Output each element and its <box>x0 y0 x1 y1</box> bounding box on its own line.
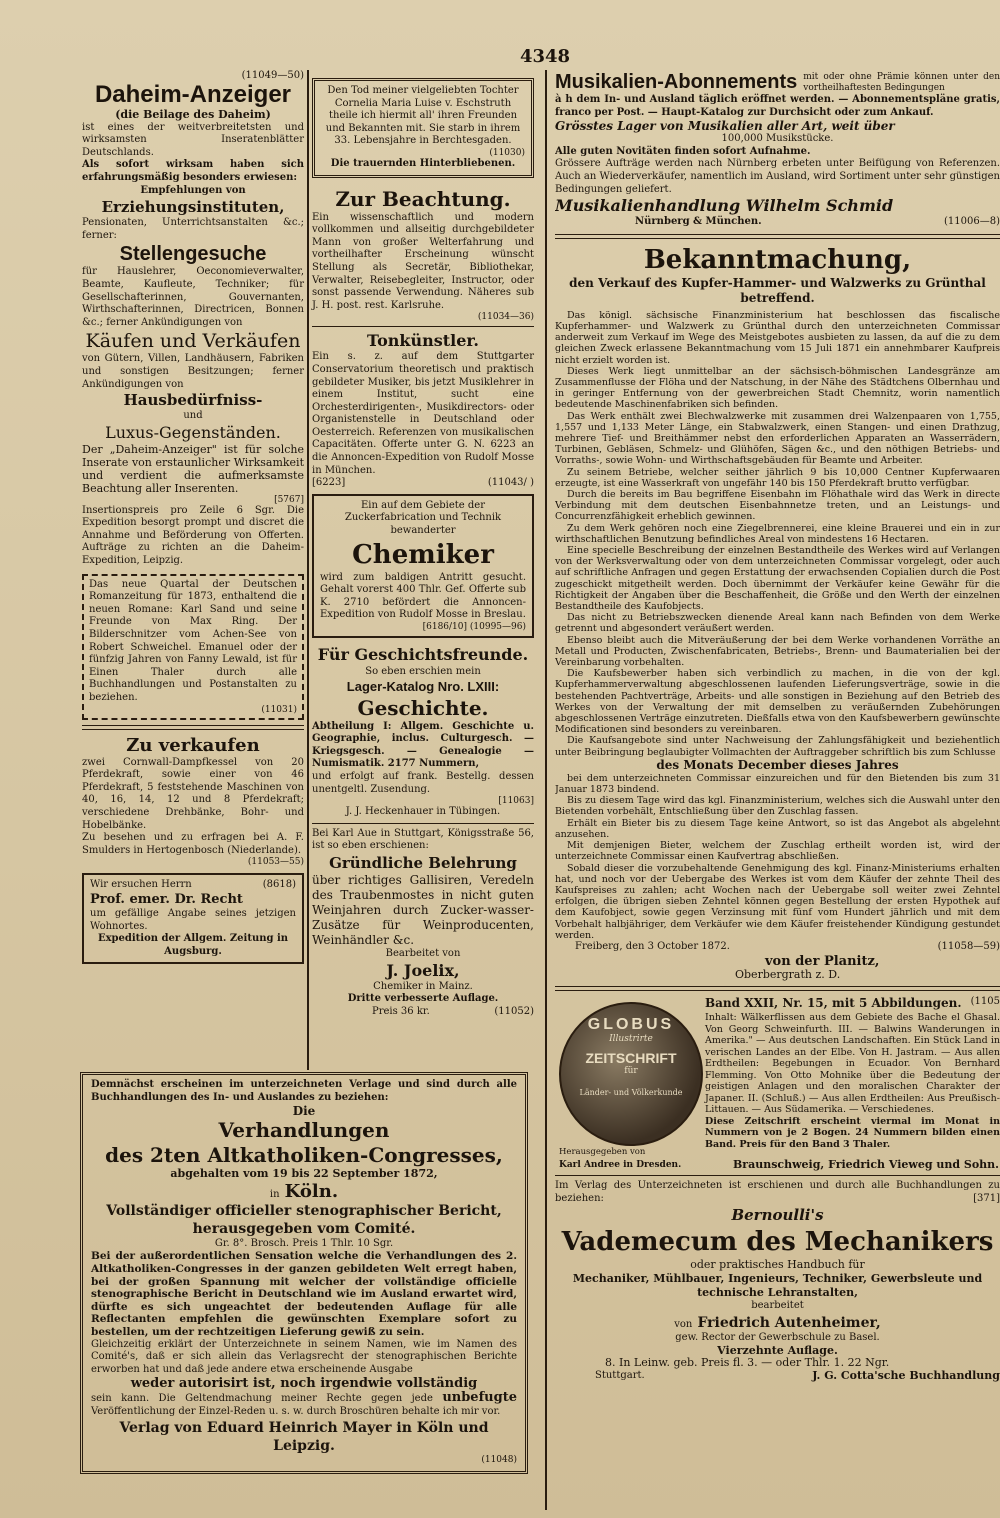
daheim-h4: Hausbedürfniss- <box>123 391 263 410</box>
daheim-wirksam: Als sofort wirksam haben sich erfahrungsmäßig besonders erwiesen: <box>82 159 304 183</box>
musik-title: Musikalien-Abonnements <box>555 71 798 93</box>
daheim-h1: Erziehungsinstituten, <box>101 198 285 217</box>
bekannt-paragraph: Die Kaufsangebote sind unter Nachweisung der Zahlungsfähigkeit und beziehentlich unter Beibringung beglaubigter Vollmachten der Auftraggeber schriftlich bis zum Schlusse <box>555 735 1000 758</box>
bekannt-paragraph: Das königl. sächsische Finanzministerium hat beschlossen das fiscalische Kupferhammer- und Walzwerk zu Grünthal durch den unterzeichneten Commissar anderweit zum Verkauf im Wege des Meistgebotes ausbieten zu lassen, da auf die zu dem gleichen Zweck erlassene Bekanntmachung vom 15 Juli 1871 ein annehmbarer Kaufpreis nicht erzielt worden ist. <box>555 309 1000 366</box>
roman-ad <box>82 574 304 720</box>
bekannt-paragraph: Dieses Werk liegt unmittelbar an der sächsisch-böhmischen Landesgränze am Zusammenflusse der Flöha und der Natschung, in der Nähe des Städtchens Olbernhau und in geringer Entfernung von der gewerbreichen Stadt Chemnitz, worin namentlich bedeutende Maschinenfabriken sich befinden. <box>555 365 1000 411</box>
globus-text: Inhalt: Wälkerflissen aus dem Gebiete des Bache el Ghasal. Von Georg Schweinfurth. III. — Balwins Wanderungen in Amerika." — Aus deutschen Landschaften. Ein Stück Land in verischen Landes an der Elbe. Von H. Jastram. — Aus allen Erdtheilen: Begebungen in Ecuador. Von Bernhard Flemming. Von Otto Mohnike über die Bedeutung der geistigen Anlagen und den moralischen Charakter der Japaner. II. (Schluß.) — Aus allen Erdtheilen: Aus Preußisch-Littauen. — Aus Südamerika. — Verschiedenes. <box>705 1012 1000 1116</box>
verkaufen-text: zwei Cornwall-Dampfkessel von 20 Pferdekraft, sowie einer von 46 Pferdekraft, 5 feststehende Maschinen von 40, 16, 14, 12 und 8 Pferdekraft; verschiedene Drehbänke, Bohr- und Hobelbänke. <box>82 756 304 831</box>
recht-text: um gefällige Angabe seines jetzigen Wohnortes. <box>90 907 296 932</box>
globus-logo <box>559 1002 703 1146</box>
most-title: Gründliche Belehrung <box>329 853 517 872</box>
daheim-ref2: [5767] <box>274 494 304 505</box>
bekannt-ref: (11058—59) <box>937 940 1000 952</box>
most-ad <box>312 828 534 1019</box>
bekannt-paragraph: Eine specielle Beschreibung der einzelnen Bestandtheile des Werkes wird auf Verlangen von der Werksverwaltung oder von dem unterzeichneten Commissar vorgelegt, oder auch auf schriftliche Anfragen und gegen Erstattung der erwachsenden Copialien durch die Post zugeschickt mitgetheilt werden. Doch übernimmt der Verkäufer keine Gewähr für die Richtigkeit der Angaben über die Beschaffenheit, die Größe und den Werth der einzelnen Bestandtheile des Kaufobjects. <box>555 545 1000 613</box>
recht-foot: Expedition der Allgem. Zeitung in Augsburg. <box>97 933 289 957</box>
gesch-text: Abtheilung I: Allgem. Geschichte u. Geographie, inclus. Culturgesch. — Kriegsgesch. — Genealogie — Numismatik. 2177 Nummern, <box>312 720 534 770</box>
bekannt-sub: den Verkauf des Kupfer-Hammer- und Walzwerks zu Grünthal betreffend. <box>569 275 986 305</box>
tonk-ad <box>312 331 534 490</box>
musik-ref: (11006—8) <box>944 216 1000 228</box>
globus-logo2: Illustrirte <box>609 1034 653 1045</box>
bern-ref: [371] <box>973 1192 1000 1204</box>
most-bearb: Bearbeitet von <box>385 947 461 959</box>
tonk-title: Tonkünstler. <box>367 331 479 351</box>
tonk-refs <box>312 477 534 490</box>
most-preis: Preis 36 kr. <box>372 1005 430 1017</box>
daheim-title: Daheim-Anzeiger <box>94 81 292 108</box>
divider <box>312 823 534 824</box>
bern-name: Bernoulli's <box>731 1206 824 1225</box>
bekannt-paragraph: Erhält ein Bieter bis zu diesem Tage keine Antwort, so ist das Angebot als abgelehnt anzusehen. <box>555 817 1000 840</box>
tonk-text: Ein s. z. auf dem Stuttgarter Conservatorium theoretisch und praktisch gebildeter Musiker, bis jetzt Musiklehrer in einem Institut, sucht eine Orchesterdirigenten-, Musikdirectors- oder Organistenstelle in Deutschland oder Oesterreich. Referenzen von musikalischen Capacitäten. Offerte unter G. N. 6223 an die Annoncen-Expedition von Rudolf Mosse in München. <box>312 351 534 476</box>
bekannt-ad <box>555 244 1000 981</box>
musik-l5: Alle guten Novitäten finden sofort Aufnahme. <box>555 145 811 157</box>
tod-text: Den Tod meiner vielgeliebten Tochter Cornelia Maria Luise v. Eschstruth theile ich hiermit all' ihren Freunden und Bekannten mit. Sie starb in ihrem 33. Lebensjahre in Berchtesgaden. <box>325 85 521 147</box>
column-1 <box>82 70 304 968</box>
bekannt-title: Bekanntmachung, <box>643 244 912 275</box>
bern-intro-row <box>555 1180 1000 1205</box>
verkaufen-ad <box>82 735 304 868</box>
globus-ref: (1105 <box>970 996 1000 1008</box>
beachtung-ref: (11034—36) <box>477 312 534 323</box>
recht-line1-row <box>90 879 296 892</box>
bern-aufl: Vierzehnte Auflage. <box>717 1343 838 1357</box>
divider <box>555 1175 1000 1176</box>
daheim-h3: Käufen und Verkäufen <box>85 330 301 353</box>
globus-heading: Band XXII, Nr. 15, mit 5 Abbildungen. <box>705 996 962 1011</box>
recht-line1: Wir ersuchen Herrn <box>90 879 192 891</box>
globus-foot <box>559 1146 999 1171</box>
alt-preis: Gr. 8°. Brosch. Preis 1 Thlr. 10 Sgr. <box>214 1237 394 1249</box>
most-aufl: Dritte verbesserte Auflage. <box>347 993 499 1005</box>
globus-hg: Herausgegeben von <box>559 1147 646 1158</box>
verkaufen-title: Zu verkaufen <box>126 734 260 756</box>
tonk-ref1: [6223] <box>312 477 346 489</box>
daheim-ad <box>82 70 304 568</box>
bekannt-paragraph: bei dem unterzeichneten Commissar einzureichen und für den Bietenden bis zum 31 Januar 1873 bindend. <box>555 772 1000 796</box>
bekannt-paragraph: des Monats December dieses Jahres <box>656 757 899 772</box>
daheim-und: und <box>183 410 203 422</box>
alt-h1: Vollständiger officieller stenographischer Bericht, <box>106 1202 502 1219</box>
bern-author-row <box>555 1312 1000 1332</box>
most-text: über richtiges Gallisiren, Veredeln des Traubenmostes in nicht guten Weinjahren durch Zucker-wasser-Zusätze für Weinproducenten, Weinhändler &c. <box>312 872 534 947</box>
bekannt-paragraphs <box>555 310 1000 941</box>
globus-foot-row <box>559 1159 999 1172</box>
gesch-ref: [11063] <box>498 796 534 807</box>
alt-ref: (11048) <box>481 1454 517 1465</box>
alt-text4: Veröffentlichung der Einzel-Reden u. s. w. durch Broschüren behalte ich mir vor. <box>91 1405 501 1417</box>
divider <box>312 326 534 327</box>
bern-intro: Im Verlag des Unterzeichneten ist erschienen und durch alle Buchhandlungen zu beziehen: <box>555 1180 1000 1204</box>
bekannt-paragraph: Zu dem Werk gehören noch eine Ziegelbrennerei, eine kleine Brauerei und ein in zur wirthschaftlichen Benutzung befindliches Areal von mindestens 16 Hectaren. <box>555 522 1000 545</box>
alt-die: Die <box>292 1104 316 1119</box>
tod-ad <box>312 78 534 178</box>
bekannt-paragraph: Zu seinem Betriebe, welcher seither jährlich 9 bis 10,000 Centner Kupferwaaren erzeugte, ist eine Wasserkraft von ungefähr 140 bis 150 Pferdekraft brutto verfügbar. <box>555 466 1000 489</box>
musik-l6: Grössere Aufträge werden nach Nürnberg erbeten unter Beifügung von Referenzen. Auch an Wiederverkäufer, namentlich im Ausland, wird Sortiment unter sehr günstigen Bedingungen geliefert. <box>555 158 1000 195</box>
daheim-p1: Pensionaten, Unterrichtsanstalten &c.; ferner: <box>82 217 304 241</box>
bern-foot <box>555 1370 1000 1383</box>
chemiker-text: wird zum baldigen Antritt gesucht. Gehalt vorerst 400 Thlr. Gef. Offerte sub K. 2710 befördert die Annoncen-Expedition von Rudolf Mosse in Breslau. <box>320 571 526 621</box>
alt-city-row <box>91 1181 517 1202</box>
bern-von: von <box>674 1319 693 1331</box>
globus-hgname: Karl Andree in Dresden. <box>559 1159 682 1170</box>
bern-title: Vademecum des Mechanikers <box>561 1227 994 1258</box>
bern-firm: J. G. Cotta'sche Buchhandlung <box>812 1368 1000 1382</box>
beachtung-title: Zur Beachtung. <box>335 186 511 211</box>
globus-ad <box>555 996 1000 1171</box>
chemiker-title: Chemiker <box>352 539 494 570</box>
musik-header <box>555 70 1000 94</box>
bern-gew: gew. Rector der Gewerbschule zu Basel. <box>675 1332 880 1344</box>
gesch-foot: J. J. Heckenhauer in Tübingen. <box>345 806 501 818</box>
daheim-p2: für Hauslehrer, Oeconomieverwalter, Beamte, Kaufleute, Techniker; für Gesellschafterinnen, Gouvernanten, Wirthschafterinnen, Directricen, Bonnen &c.; ferner Ankündigungen von <box>82 266 304 328</box>
alt-text2: Gleichzeitig erklärt der Unterzeichnete in seinem Namen, wie im Namen des Comité's, daß er sich allein das Verlagsrecht der stenographischen Berichte erworben hat und daß jede andere etwa erscheinende Ausgabe <box>91 1338 517 1375</box>
column-2 <box>312 70 534 1018</box>
column-rule-left <box>307 70 309 1070</box>
globus-body <box>705 1012 1000 1150</box>
musik-city: Nürnberg & München. <box>635 216 762 228</box>
gesch-text2: und erfolgt auf frank. Bestellg. dessen unentgeltl. Zusendung. <box>312 770 534 795</box>
daheim-empf: Empfehlungen von <box>140 184 246 196</box>
bekannt-paragraph: Durch die bereits im Bau begriffene Eisenbahn im Flöhathale wird das Werk in directe Verbindung mit dem deutschen Eisenbahnnetze treten, und an Leistungs- und Concurrenzfähigkeit erheblich gewinnen. <box>555 489 1000 523</box>
daheim-intro: ist eines der weitverbreitetsten und wirksamsten Inseratenblätter Deutschlands. <box>82 121 304 158</box>
bern-text: Mechaniker, Mühlbauer, Ingenieurs, Techniker, Gewerbsleute und technische Lehranstalten, <box>572 1271 983 1299</box>
verkaufen-ref: (11053—55) <box>247 857 304 868</box>
bekannt-paragraph: Bis zu diesem Tage wird das kgl. Finanzministerium, welches sich die Auswahl unter den Bietenden vorbehält, Entschließung über den Zuschlag fassen. <box>555 795 1000 818</box>
most-foot <box>312 1006 534 1019</box>
column-rule-right <box>545 70 547 1510</box>
gesch-title: Für Geschichtsfreunde. <box>317 645 529 664</box>
bekannt-datum: Freiberg, den 3 October 1872. <box>575 940 730 952</box>
most-author: J. Joelix, <box>386 960 460 980</box>
musik-foot <box>555 216 1000 229</box>
musik-l4: 100,000 Musikstücke. <box>721 133 834 145</box>
roman-ref: (11031) <box>261 704 297 715</box>
musik-l3: Grösstes Lager von Musikalien aller Art, weit über <box>555 119 895 134</box>
bekannt-sig2: Oberbergrath z. D. <box>735 967 841 981</box>
tod-ref: (11030) <box>489 147 525 158</box>
recht-ref: (8618) <box>262 879 296 891</box>
musik-firm: Musikalienhandlung Wilhelm Schmid <box>555 196 894 216</box>
daheim-p3: von Gütern, Villen, Landhäusern, Fabriken und sonstigen Besitzungen; ferner Ankündigungen von <box>82 353 304 390</box>
bekannt-paragraph: Ebenso bleibt auch die Mitveräußerung der bei dem Werke vorhandenen Vorräthe an Metall und Producten, Zwischenfabricaten, Betriebs-, Brenn- und Baumaterialien bei der Vereinbarung vorbehalten. <box>555 634 1000 669</box>
alt-in: in <box>269 1188 280 1200</box>
musik-ad <box>555 70 1000 229</box>
alt-text3: sein kann. Die Geltendmachung meiner Rechte gegen jede <box>91 1393 433 1405</box>
most-sub: Chemiker in Mainz. <box>373 980 473 992</box>
bern-ad <box>555 1180 1000 1382</box>
page-number: 4348 <box>519 46 571 67</box>
daheim-h5: Luxus-Gegenständen. <box>105 422 281 442</box>
most-ref: (11052) <box>494 1005 534 1017</box>
bekannt-paragraph: Das Werk enthält zwei Blechwalzwerke mit zusammen drei Walzenpaaren von 1,755, 1,557 und 1,133 Meter Länge, ein Stabwalzwerk, einen Stangen- und einen Drathzug, mehrere Tief- und Breithämmer nebst den erforderlichen Apparaten an Wasserrädern, Turbinen, Gebläsen, Schmelz- und Glühöfen, Sägen &c., und den nöthigen Betriebs- und Vorraths-, sowie Wohn- und Wirthschaftsgebäuden für Beamte und Arbeiter. <box>555 410 1000 467</box>
bekannt-paragraph: Das nicht zu Betriebszwecken dienende Areal kann nach Befinden von dem Werke getrennt und abgesondert veräußert werden. <box>555 612 1000 635</box>
chemiker-ad <box>312 494 534 638</box>
daheim-p4: Der „Daheim-Anzeiger" ist für solche Inserate von erstaunlicher Wirksamkeit und verdient die aufmerksamste Beachtung aller Inserenten. <box>82 442 304 495</box>
globus-text2: Diese Zeitschrift erscheint viermal im Monat in Nummern von je 2 Bogen. 24 Nummern bilden einen Band. Preis für den Band 3 Thaler. <box>705 1115 1000 1150</box>
bern-bearb: bearbeitet <box>751 1299 804 1311</box>
alt-text: Bei der außerordentlichen Sensation welche die Verhandlungen des 2. Altkatholiken-Congresses in der ganzen gebildeten Welt erregt haben, bei der großen Spannung mit welcher der vollständige officielle stenographische Bericht in Deutschland wie im Ausland erwartet wird, dürfte es sich ungeachtet der bedeutenden Auflage für alle Reflectanten empfehlen die gewünschten Exemplare sofort zu bestellen, um der rechtzeitigen Lieferung gewiß zu sein. <box>91 1250 517 1338</box>
gesch-ad <box>312 644 534 819</box>
alt-h2: herausgegeben vom Comité. <box>192 1220 416 1237</box>
gesch-big: Geschichte. <box>357 695 489 720</box>
globus-verlag: Braunschweig, Friedrich Vieweg und Sohn. <box>732 1157 999 1171</box>
globus-logo5: Länder- und Völkerkunde <box>579 1088 683 1098</box>
daheim-p5: Insertionspreis pro Zeile 6 Sgr. Die Expedition besorgt prompt und discret die Annahme und Beförderung von Offerten. Aufträge zu richten an die Daheim-Expedition, Leipzig. <box>82 504 304 567</box>
musik-l2: à h dem In- und Ausland täglich eröffnet werden. — Abonnementspläne gratis, franco per Post. — Haupt-Katalog zur Durchsicht oder zum Ankauf. <box>555 94 1000 118</box>
divider <box>555 986 1000 991</box>
bekannt-date-row <box>555 941 1000 954</box>
gesch-kat: Lager-Katalog Nro. LXIII: <box>346 678 500 694</box>
chemiker-ref: [6186/10] (10995—96) <box>422 622 526 632</box>
globus-logo4: für <box>624 1066 638 1077</box>
bern-author: Friedrich Autenheimer, <box>697 1315 881 1332</box>
daheim-h2: Stellengesuche <box>119 243 267 266</box>
bern-sub: oder praktisches Handbuch für <box>690 1258 865 1272</box>
divider <box>82 725 304 730</box>
daheim-subtitle: (die Beilage des Daheim) <box>115 108 271 121</box>
bern-preis: 8. In Leinw. geb. Preis fl. 3. — oder Thlr. 1. 22 Ngr. <box>605 1356 890 1370</box>
musik-side: mit oder ohne Prämie können unter den vortheilhaftesten Bedingungen <box>803 72 1000 93</box>
bekannt-paragraph: Mit demjenigen Bieter, welchem der Zuschlag ertheilt worden ist, wird der unterzeichnete Commissar einen Kaufvertrag abschließen. <box>555 840 1000 863</box>
alt-title1: Verhandlungen <box>218 1118 390 1143</box>
alt-firm: Verlag von Eduard Heinrich Mayer in Köln und Leipzig. <box>119 1419 489 1454</box>
globus-logo1: GLOBUS <box>587 1016 675 1034</box>
tod-foot: Die trauernden Hinterbliebenen. <box>330 157 516 169</box>
tonk-ref2: (11043/ ) <box>487 477 534 489</box>
globus-logo3: ZEITSCHRIFT <box>585 1050 677 1067</box>
recht-name: Prof. emer. Dr. Recht <box>90 891 243 907</box>
alt-unbef: unbefugte <box>442 1390 517 1406</box>
daheim-ref: (11049—50) <box>241 70 304 81</box>
alt-city: Köln. <box>284 1180 339 1202</box>
alt-line3 <box>91 1392 517 1418</box>
altkatholiken-ad <box>80 1072 528 1474</box>
beachtung-ad <box>312 186 534 323</box>
chemiker-top: Ein auf dem Gebiete der Zuckerfabrication und Technik bewanderter <box>344 499 502 537</box>
bekannt-paragraph: Sobald dieser die vorzubehaltende Genehmigung des kgl. Finanz-Ministeriums erhalten hat, und noch vor der Uebergabe des Werkes ist vom dem Käufer der zehnte Theil des Kaufspreises zu zahlen; acht Wochen nach der Uebergabe soll weiter zwei Zehntel erfolgen, die übrigen sieben Zehntel können gegen Bestellung der ersten Hypothek auf dem Kaufobject, sowie gegen Verzinsung mit fünf vom Hundert jährlich und mit dem Vorbehalt halbjähriger, dem Verkäufer wie dem Käufer freistehender Kündigung gestundet werden. <box>555 862 1000 941</box>
divider <box>555 234 1000 239</box>
most-intro: Bei Karl Aue in Stuttgart, Königsstraße 56, ist so eben erschienen: <box>312 827 534 852</box>
alt-intro: Demnächst erscheinen im unterzeichneten Verlage und sind durch alle Buchhandlungen des In- und Auslandes zu beziehen: <box>91 1079 517 1103</box>
verkaufen-text2: Zu besehen und zu erfragen bei A. F. Smulders in Hertogenbosch (Niederlande). <box>82 832 304 856</box>
roman-text: Das neue Quartal der Deutschen Romanzeitung für 1873, enthaltend die neuen Romane: Karl Sand und seine Freunde von Max Ring. Der Bilderschnitzer vom Achen-See von Robert Schweichel. Emanuel oder der fünfzig Jahren von Fanny Lewald, ist für Einen Thaler durch alle Buchhandlungen und Postanstalten zu beziehen. <box>89 578 297 703</box>
bern-city: Stuttgart. <box>595 1369 645 1381</box>
bekannt-paragraph: Die Kaufsbewerber haben sich verbindlich zu machen, in die von der kgl. Kupferhammerverwaltung abgeschlossenen laufenden Lieferungsverträge, sowie in die bestehenden Pachtverträge, Arbeits- und alle sonstigen in Beziehung auf den Betrieb des Werkes von der Verwaltung der mit demselben zu veräußernden Zubehörungen abgeschlossenen Verträge einzutreten. Dießfalls etwa von den Kaufsbewerbern gewünschte Modificationen sind besonders zu vereinbaren. <box>555 668 1000 736</box>
recht-ad <box>82 873 304 964</box>
alt-title2: des 2ten Altkatholiken-Congresses, <box>105 1143 503 1168</box>
column-3 <box>555 70 1000 1382</box>
bekannt-sig1: von der Planitz, <box>765 953 880 969</box>
gesch-intro: So eben erschien mein <box>365 666 481 677</box>
alt-date: abgehalten vom 19 bis 22 September 1872, <box>170 1167 438 1181</box>
beachtung-text: Ein wissenschaftlich und modern vollkommen und allseitig durchgebildeter Mann von großer Welterfahrung und vortheilhafter Erscheinung wünscht Stellung als Secretär, Bibliothekar, Verwalter, Reisebegleiter, Instructor, oder sonst passende Verwendung. Näheres sub J. H. post. rest. Karlsruhe. <box>312 211 534 311</box>
alt-weder: weder autorisirt ist, noch irgendwie vollständig <box>130 1376 478 1392</box>
